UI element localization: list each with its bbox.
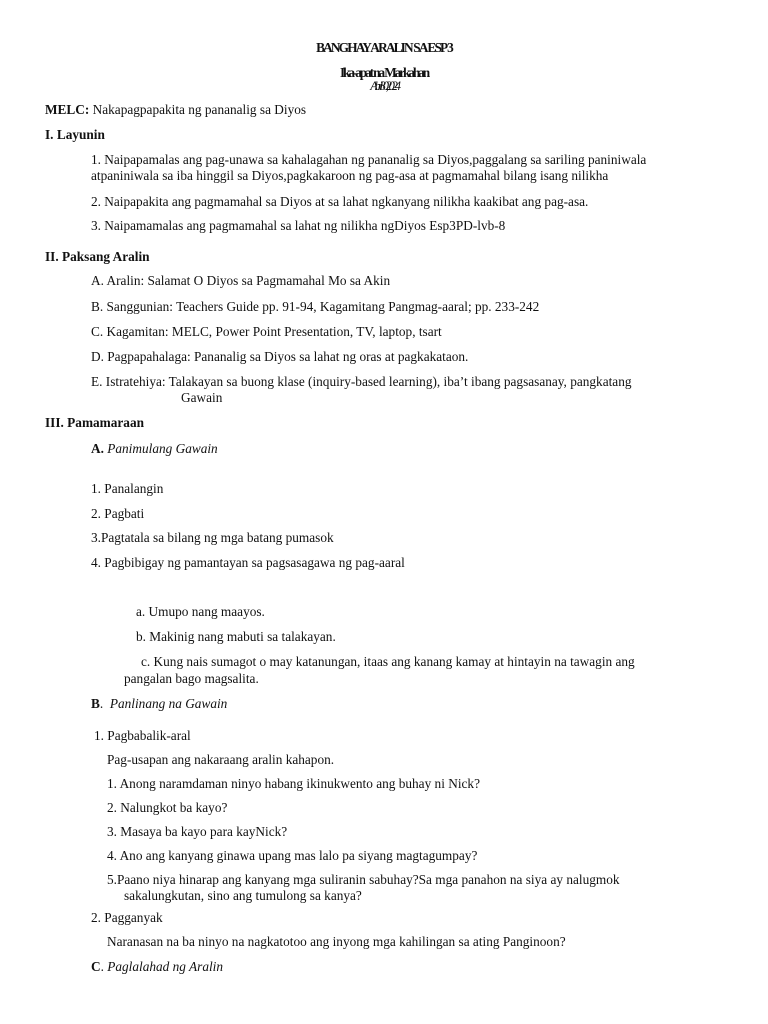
melc-text: Nakapagpapakita ng pananalig sa Diyos bbox=[92, 102, 307, 117]
balik-aral-heading: 1. Pagbabalik-aral bbox=[94, 728, 191, 743]
subsection-b-heading: B. Panlinang na Gawain bbox=[91, 696, 228, 711]
pamantayan-item-continuation: pangalan bago magsalita. bbox=[124, 671, 259, 686]
pagganyak-text: Naranasan na ba ninyo na nagkatotoo ang inyong mga kahilingan sa ating Panginoon? bbox=[107, 934, 566, 949]
subsection-a-heading bbox=[91, 441, 218, 457]
balik-aral-question: 4. Ano ang kanyang ginawa upang mas lalo pa siyang magtagumpay? bbox=[107, 848, 478, 863]
paksang-aralin-item: A. Aralin: Salamat O Diyos sa Pagmamahal Mo sa Akin bbox=[91, 273, 391, 288]
layunin-item: 2. Naipapakita ang pagmamahal sa Diyos at sa lahat ngkanyang nilikha kaakibat ang pag-asa. bbox=[91, 194, 589, 209]
balik-aral-question: 1. Anong naramdaman ninyo habang ikinukwento ang buhay ni Nick? bbox=[107, 776, 480, 791]
subsection-b-title: Panlinang na Gawain bbox=[109, 696, 228, 711]
panimulang-item: 3.Pagtatala sa bilang ng mga batang pumasok bbox=[91, 530, 334, 545]
panimulang-item: 1. Panalangin bbox=[91, 481, 164, 496]
balik-aral-question: 5.Paano niya hinarap ang kanyang mga suliranin sabuhay?Sa mga panahon na siya ay nalugmok bbox=[107, 872, 620, 887]
quarter-heading: Ika-apat na Markahan bbox=[339, 65, 429, 80]
document-title: BANGHAY ARALIN SA ESP 3 bbox=[316, 40, 452, 55]
pagganyak-heading: 2. Pagganyak bbox=[91, 910, 163, 925]
paksang-aralin-item: E. Istratehiya: Talakayan sa buong klase (inquiry-based learning), iba’t ibang pagsasanay, pangkatang bbox=[91, 374, 632, 389]
subsection-c-title: Paglalahad ng Aralin bbox=[107, 959, 224, 974]
lesson-date: Abril 30,2024 bbox=[370, 79, 398, 93]
paksang-aralin-item: D. Pagpapahalaga: Pananalig sa Diyos sa lahat ng oras at pagkakataon. bbox=[91, 349, 469, 364]
paksang-aralin-item: C. Kagamitan: MELC, Power Point Presentation, TV, laptop, tsart bbox=[91, 324, 442, 339]
layunin-item: atpaniniwala sa iba hinggil sa Diyos,pagkakaroon ng pag-asa at pagmamahal bilang isang nilikha bbox=[91, 168, 609, 183]
subsection-b-letter: B bbox=[91, 696, 100, 711]
balik-aral-question-continuation: sakalungkutan, sino ang tumulong sa kanya? bbox=[124, 888, 362, 903]
paksang-aralin-item-continuation: Gawain bbox=[181, 390, 223, 405]
subsection-a-title: Panimulang Gawain bbox=[107, 441, 218, 456]
panimulang-item: 4. Pagbibigay ng pamantayan sa pagsasagawa ng pag-aaral bbox=[91, 555, 405, 570]
pamantayan-item: b. Makinig nang mabuti sa talakayan. bbox=[136, 629, 336, 644]
section-heading-layunin: I. Layunin bbox=[45, 127, 105, 142]
balik-aral-intro: Pag-usapan ang nakaraang aralin kahapon. bbox=[107, 752, 335, 767]
melc-label: MELC: bbox=[45, 102, 90, 117]
balik-aral-question: 3. Masaya ba kayo para kayNick? bbox=[107, 824, 288, 839]
layunin-item: 3. Naipamamalas ang pagmamahal sa lahat ng nilikha ngDiyos Esp3PD-lvb-8 bbox=[91, 218, 506, 233]
subsection-c-heading: C. Paglalahad ng Aralin bbox=[91, 959, 224, 974]
melc-line bbox=[45, 102, 306, 118]
pamantayan-item: c. Kung nais sumagot o may katanungan, itaas ang kanang kamay at hintayin na tawagin ang bbox=[141, 654, 635, 669]
balik-aral-question: 2. Nalungkot ba kayo? bbox=[107, 800, 228, 815]
layunin-item: 1. Naipapamalas ang pag-unawa sa kahalagahan ng pananalig sa Diyos,paggalang sa sariling paniniwala bbox=[91, 152, 647, 167]
subsection-a-letter: A. bbox=[91, 441, 104, 456]
section-heading-pamamaraan: III. Pamamaraan bbox=[45, 415, 144, 430]
paksang-aralin-item: B. Sanggunian: Teachers Guide pp. 91-94, Kagamitang Pangmag-aaral; pp. 233-242 bbox=[91, 299, 540, 314]
pamantayan-item: a. Umupo nang maayos. bbox=[136, 604, 265, 619]
section-heading-paksang-aralin: II. Paksang Aralin bbox=[45, 249, 150, 264]
subsection-c-letter: C bbox=[91, 959, 101, 974]
panimulang-item: 2. Pagbati bbox=[91, 506, 145, 521]
